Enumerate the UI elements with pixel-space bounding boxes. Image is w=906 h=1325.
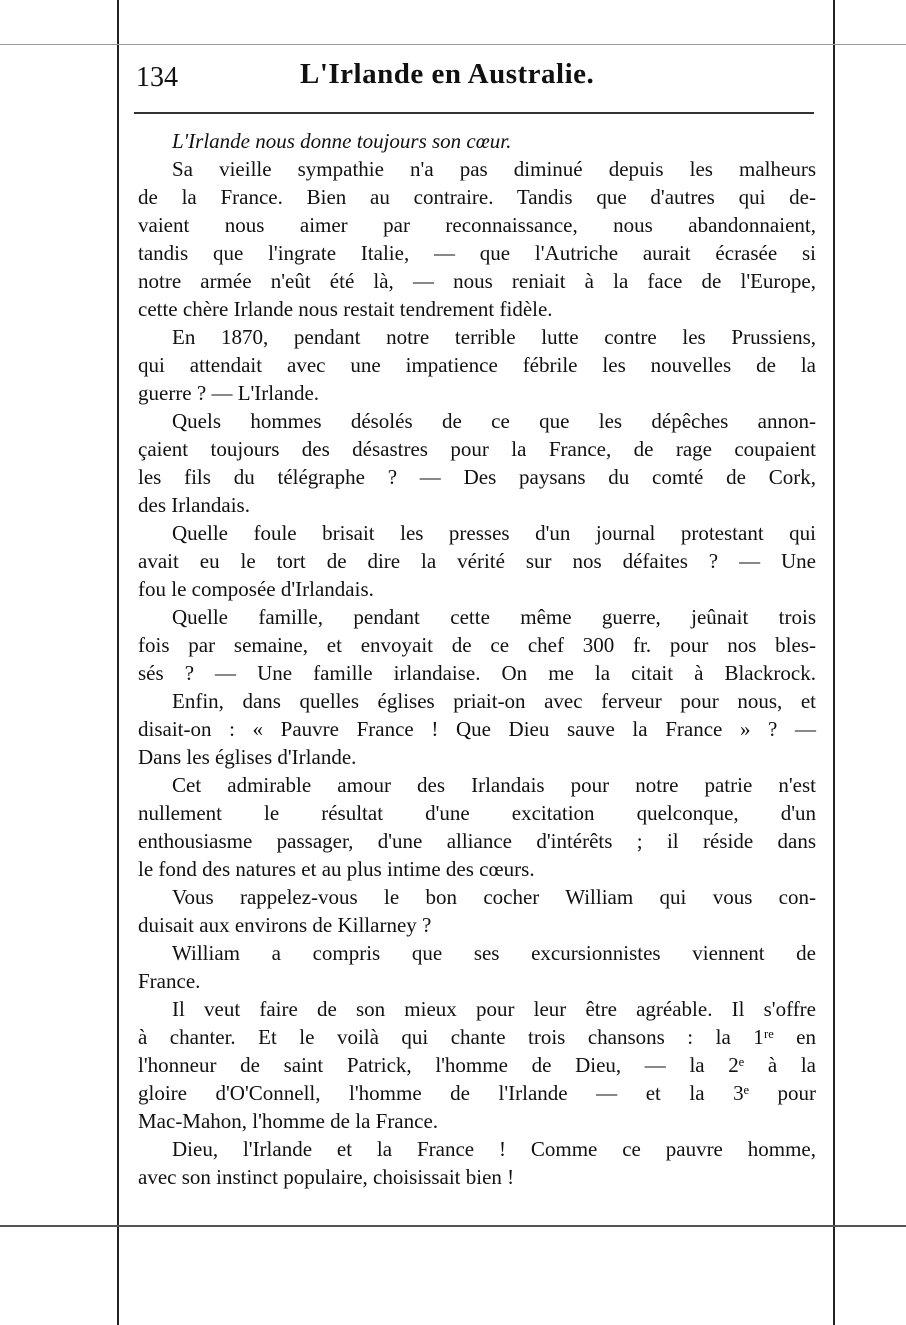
text-line: notre armée n'eût été là, — nous reniait à la face de l'Europe, [138, 269, 816, 293]
text-line: de la France. Bien au contraire. Tandis que d'autres qui de- [138, 185, 816, 209]
text-line: avec son instinct populaire, choisissait bien ! [138, 1165, 515, 1189]
text-line: les fils du télégraphe ? — Des paysans du comté de Cork, [138, 465, 816, 489]
text-line: Dieu, l'Irlande et la France ! Comme ce pauvre homme, [172, 1137, 816, 1161]
text-line: Quelle foule brisait les presses d'un journal protestant qui [172, 521, 816, 545]
text-line: Quels hommes désolés de ce que les dépêches annon- [172, 409, 816, 433]
text-line: France. [138, 969, 201, 993]
text-line: Sa vieille sympathie n'a pas diminué depuis les malheurs [172, 157, 816, 181]
text-line: l'honneur de saint Patrick, l'homme de Dieu, — la 2ᵉ à la [138, 1053, 816, 1077]
page-number: 134 [136, 62, 178, 93]
text-line: Il veut faire de son mieux pour leur être agréable. Il s'offre [172, 997, 816, 1021]
running-title: L'Irlande en Australie. [300, 58, 595, 90]
text-line: fois par semaine, et envoyait de ce chef 300 fr. pour nos bles- [138, 633, 816, 657]
text-line: qui attendait avec une impatience fébrile les nouvelles de la [138, 353, 816, 377]
text-line: enthousiasme passager, d'une alliance d'intérêts ; il réside dans [138, 829, 816, 853]
text-line: fou le composée d'Irlandais. [138, 577, 374, 601]
text-line: cette chère Irlande nous restait tendrement fidèle. [138, 297, 553, 321]
page-edge-right [833, 0, 835, 1325]
text-line: L'Irlande nous donne toujours son cœur. [172, 129, 512, 153]
text-line: En 1870, pendant notre terrible lutte contre les Prussiens, [172, 325, 816, 349]
text-line: sés ? — Une famille irlandaise. On me la citait à Blackrock. [138, 661, 816, 685]
text-line: guerre ? — L'Irlande. [138, 381, 320, 405]
text-line: nullement le résultat d'une excitation quelconque, d'un [138, 801, 816, 825]
text-line: disait-on : « Pauvre France ! Que Dieu sauve la France » ? — [138, 717, 816, 741]
text-line: Dans les églises d'Irlande. [138, 745, 357, 769]
text-line: Vous rappelez-vous le bon cocher William qui vous con- [172, 885, 816, 909]
text-line: le fond des natures et au plus intime des cœurs. [138, 857, 535, 881]
text-line: Quelle famille, pendant cette même guerre, jeûnait trois [172, 605, 816, 629]
text-line: Enfin, dans quelles églises priait-on avec ferveur pour nous, et [172, 689, 816, 713]
header-rule [134, 112, 814, 114]
text-line: çaient toujours des désastres pour la France, de rage coupaient [138, 437, 816, 461]
scan-edge-bottom [0, 1225, 906, 1227]
text-line: vaient nous aimer par reconnaissance, nous abandonnaient, [138, 213, 816, 237]
page-edge-left [117, 0, 119, 1325]
text-line: avait eu le tort de dire la vérité sur nos défaites ? — Une [138, 549, 816, 573]
text-line: tandis que l'ingrate Italie, — que l'Autriche aurait écrasée si [138, 241, 816, 265]
text-line: duisait aux environs de Killarney ? [138, 913, 432, 937]
text-line: à chanter. Et le voilà qui chante trois chansons : la 1ʳᵉ en [138, 1025, 816, 1049]
text-line: Cet admirable amour des Irlandais pour notre patrie n'est [172, 773, 816, 797]
text-line: des Irlandais. [138, 493, 250, 517]
text-line: gloire d'O'Connell, l'homme de l'Irlande — et la 3ᵉ pour [138, 1081, 816, 1105]
text-line: William a compris que ses excursionnistes viennent de [172, 941, 816, 965]
scan-edge-top [0, 44, 906, 45]
text-line: Mac-Mahon, l'homme de la France. [138, 1109, 439, 1133]
